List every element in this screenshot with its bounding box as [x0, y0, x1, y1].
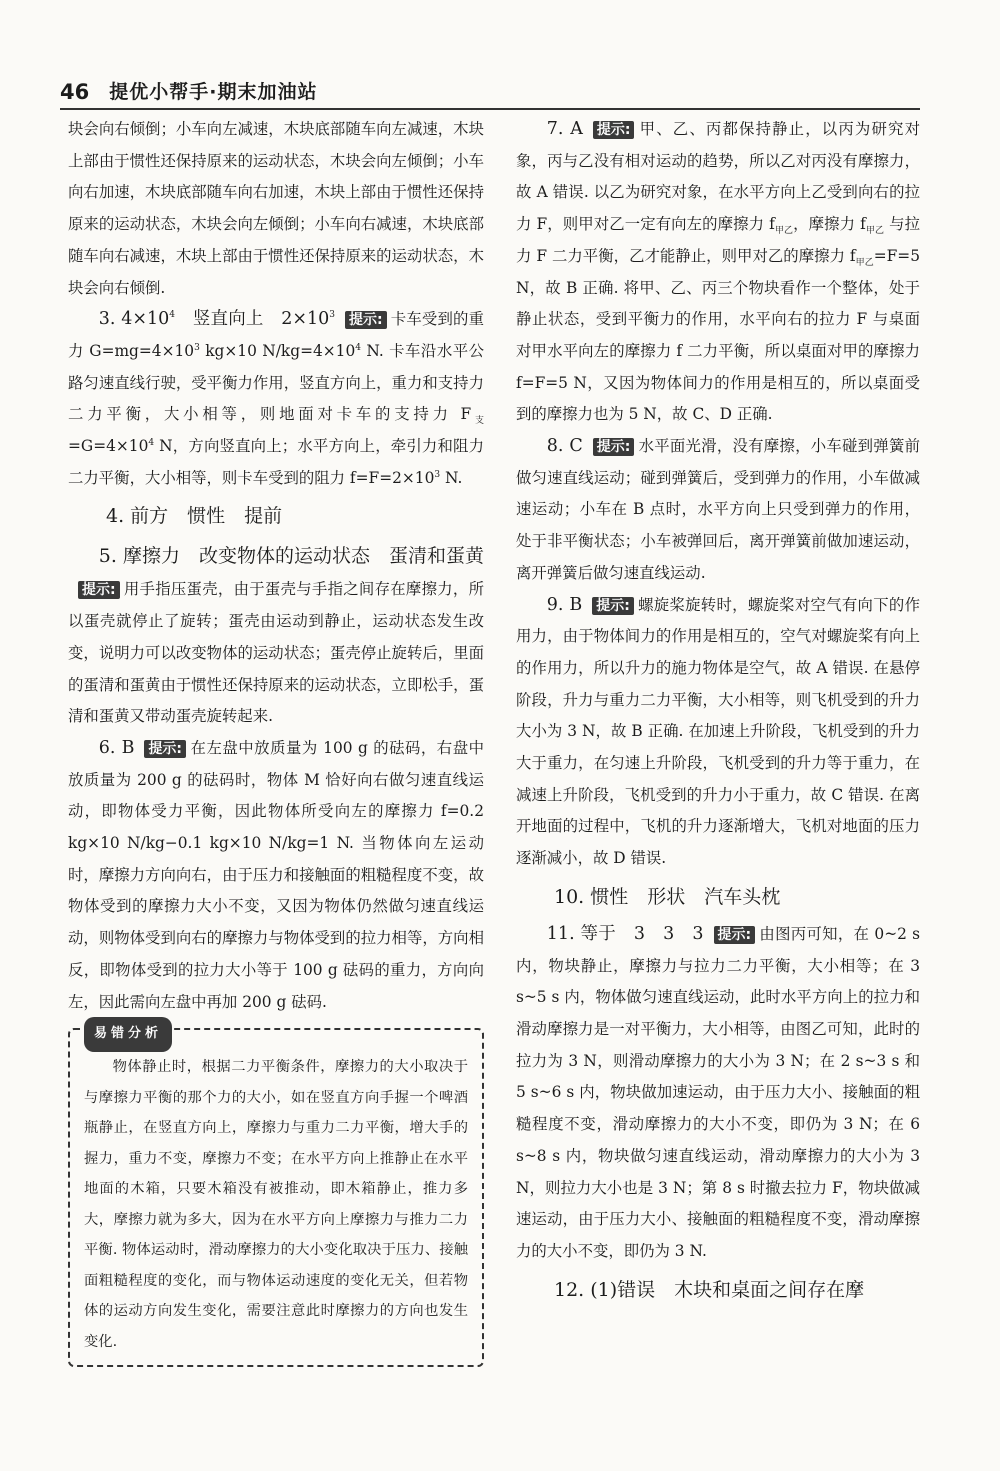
answer-11-lead: 11. 等于 3 3 3 — [546, 923, 704, 944]
answer-8: 8. C 提示: 水平面光滑，没有摩擦，小车碰到弹簧前做匀速直线运动；碰到弹簧后，受到弹力的作用，小车做减速运动；小车在 B 点时，水平方向上只受到弹力的作用，处于非平衡状态；小车被弹回后，离开弹簧前做加速运动，离开弹簧后做匀速直线运动. — [516, 436, 920, 582]
hint-tag: 提示: — [593, 438, 635, 456]
common-error-text: 物体静止时，根据二力平衡条件，摩擦力的大小取决于与摩擦力平衡的那个力的大小，如在竖直方向手握一个啤酒瓶静止，在竖直方向上，摩擦力与重力二力平衡，增大手的握力，重力不变，摩擦力不变；在水平方向上推静止在水平地面的木箱，只要木箱没有被推动，即木箱静止，推力多大，摩擦力就为多大，因为在水平方向上摩擦力与推力二力平衡. 物体运动时，滑动摩擦力的大小变化取决于压力、接触面粗糙程度的变化，而与物体运动速度的变化无关，但若物体的运动方向发生变化，需要注意此时摩擦力的方向也发生变化. — [84, 1059, 468, 1350]
hint-tag: 提示: — [345, 311, 387, 329]
answer-7: 7. A 提示: 甲、乙、丙都保持静止，以丙为研究对象，丙与乙没有相对运动的趋势，所以乙对丙没有摩擦力，故 A 错误. 以乙为研究对象，在水平方向上乙受到向右的拉力 F，则甲对乙一定有向左的摩擦力 $f_{甲乙}$，摩擦力 $f_{甲乙}$ 与拉力 F 二力平衡，乙才能静止，则甲对乙的摩擦力 $f_{甲乙}=F=5$ N，故 B 正确. 将甲、乙、丙三个物块看作一个整体，处于静止状态，受到平衡力的作用，水平向右的拉力 F 与桌面对甲水平向左的摩擦力 f 二力平衡，所以桌面对甲的摩擦力 f=F=5 N，又因为物体间力的作用是相互的，所以桌面受到的摩擦力也为 5 N，故 C、D 正确. — [516, 119, 920, 424]
hint-tag: 提示: — [144, 740, 186, 758]
answer-5: 5. 摩擦力 改变物体的运动状态 蛋清和蛋黄提示: 用手指压蛋壳，由于蛋壳与手指之间存在摩擦力，所以蛋壳就停止了旋转；蛋壳由运动到静止，运动状态发生改变，说明力可以改变物体的运动状态；蛋壳停止旋转后，里面的蛋清和蛋黄由于惯性还保持原来的运动状态，立即松手，蛋清和蛋黄又带动蛋壳旋转起来. — [68, 545, 484, 726]
answer-3: 3. $4\times 10^4$ 竖直向上 $2\times 10^3$ 提示: 卡车受到的重力 $G=mg=4\times 10^3$ kg×10 $N/kg=4\times 10^4$ N. 卡车沿水平公路匀速直线行驶，受平衡力作用，竖直方向上，重力和支持力二力平衡，大小相等，则地面对卡车的支持力 $F_支=G=4\times 10^4$ N，方向竖直向上；水平方向上，牵引力和阻力二力平衡，大小相等，则卡车受到的阻力 $f=F=2\times 10^3$ N. — [68, 309, 484, 487]
hint-tag: 提示: — [592, 597, 634, 615]
answer-12: 12. (1)错误 木块和桌面之间存在摩 — [554, 1278, 865, 1301]
right-column — [516, 114, 920, 1312]
page-number: 46 — [60, 80, 90, 104]
answer-9-lead: 9. B — [546, 594, 583, 615]
answer-3-lead: 3. $4\times 10^4$ 竖直向上 $2\times 10^3$ — [98, 309, 336, 330]
common-error-title: 易错分析 — [84, 1017, 172, 1052]
hint-tag: 提示: — [593, 121, 635, 139]
answer-6-lead: 6. B — [98, 737, 135, 758]
answer-4: 4. 前方 惯性 提前 — [106, 505, 283, 528]
hint-tag: 提示: — [78, 581, 120, 599]
continued-paragraph: 块会向右倾倒；小车向左减速，木块底部随车向左减速，木块上部由于惯性还保持原来的运动状态，木块会向左倾倒；小车向右加速，木块底部随车向右加速，木块上部由于惯性还保持原来的运动状态，木块会向左倾倒；小车向右减速，木块底部随车向右减速，木块上部由于惯性还保持原来的运动状态，木块会向右倾倒. — [68, 120, 484, 297]
answer-9: 9. B 提示: 螺旋桨旋转时，螺旋桨对空气有向下的作用力，由于物体间力的作用是相互的，空气对螺旋桨有向上的作用力，所以升力的施力物体是空气，故 A 错误. 在悬停阶段，升力与重力二力平衡，大小相等，则飞机受到的升力大小为 3 N，故 B 正确. 在加速上升阶段，飞机受到的升力大于重力，在匀速上升阶段，飞机受到的升力等于重力，在减速上升阶段，飞机受到的升力小于重力，故 C 错误. 在离开地面的过程中，飞机的升力逐渐增大，飞机对地面的压力逐渐减小，故 D 错误. — [516, 594, 920, 868]
left-column — [68, 114, 484, 1367]
answer-11: 11. 等于 3 3 3 提示: 由图丙可知，在 0~2 s 内，物块静止，摩擦力与拉力二力平衡，大小相等；在 3 s~5 s 内，物体做匀速直线运动，此时水平方向上的拉力和滑动摩擦力是一对平衡力，大小相等，由图乙可知，此时的拉力为 3 N，则滑动摩擦力的大小为 3 N；在 2 s~3 s 和 5 s~6 s 内，物块做加速运动，由于压力大小、接触面的粗糙程度不变，滑动摩擦力的大小不变，即仍为 3 N；在 6 s~8 s 内，物块做匀速直线运动，滑动摩擦力的大小为 3 N，则拉力大小也是 3 N；第 8 s 时撤去拉力 F，物块做减速运动，由于压力大小、接触面的粗糙程度不变，滑动摩擦力的大小不变，即仍为 3 N. — [516, 923, 921, 1260]
answer-8-lead: 8. C — [546, 436, 583, 457]
hint-tag: 提示: — [714, 926, 756, 944]
common-error-box — [68, 1028, 484, 1367]
book-title: 提优小帮手·期末加油站 — [109, 81, 318, 103]
answer-7-lead: 7. A — [546, 119, 583, 139]
answer-10: 10. 惯性 形状 汽车头枕 — [554, 885, 781, 908]
answer-6: 6. B 提示: 在左盘中放质量为 100 g 的砝码，右盘中放质量为 200 g 的砝码时，物体 M 恰好向右做匀速直线运动，即物体受力平衡，因此物体所受向左的摩擦力 f=0.2 kg×10 N/kg−0.1 kg×10 N/kg=1 N. 当物体向左运动时，摩擦力方向向右，由于压力和接触面的粗糙程度不变，故物体受到的摩擦力大小不变，又因为物体仍然做匀速直线运动，则物体受到向右的摩擦力与物体受到的拉力相等，方向相反，即物体受到的拉力大小等于 100 g 砝码的重力，方向向左，因此需向左盘中再加 200 g 砝码. — [68, 737, 485, 1011]
page-header — [60, 66, 920, 110]
answer-5-lead: 5. 摩擦力 改变物体的运动状态 蛋清和蛋黄 — [98, 545, 484, 568]
